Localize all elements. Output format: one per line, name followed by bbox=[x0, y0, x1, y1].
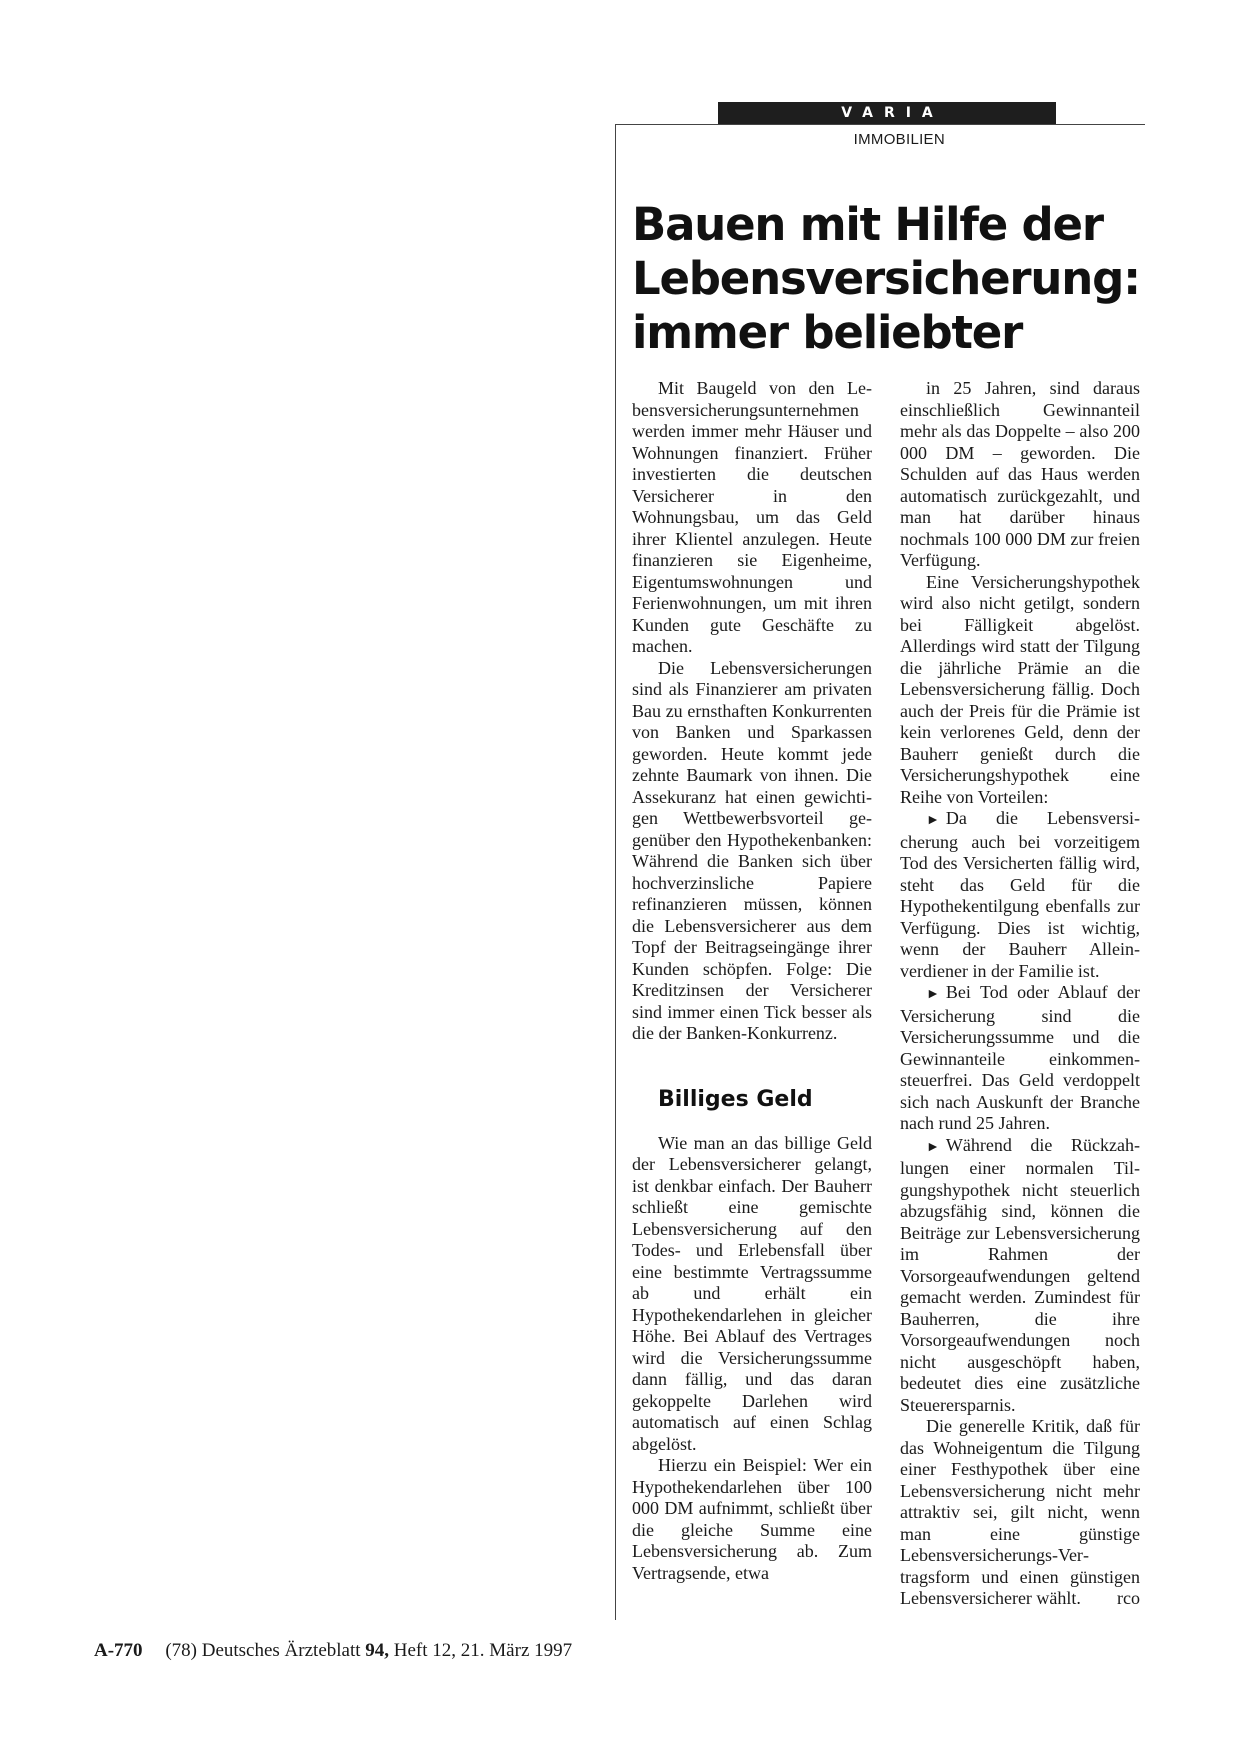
issue-prefix: (78) Deutsches Ärzteblatt bbox=[165, 1640, 361, 1661]
bullet-paragraph bbox=[900, 808, 1140, 982]
bullet-triangle-icon: ► bbox=[926, 987, 940, 1002]
section-label: VARIA bbox=[841, 105, 944, 121]
page-number: A-770 bbox=[94, 1640, 143, 1661]
section-banner bbox=[718, 102, 1056, 124]
bullet-paragraph bbox=[900, 982, 1140, 1135]
body-paragraph: Die Lebensversicherungen sind als Finanzierer am privaten Bau zu ernsthaften Konkurrenten von Banken und Sparkassen geworden. Heute kommt jede zehnte Baumark von ihnen. Die Assekuranz hat einen gewichtigen Wettbewerbsvorteil gegenüber den Hypothekenbanken: Während die Banken sich über hochverzinsliche Papiere refinanzieren müssen, können die Lebensversicherer aus dem Topf der Beitragseingänge ihrer Kunden schöpfen. Folge: Die Kreditzinsen der Versicherer sind immer einen Tick besser als die der Banken-Konkurrenz. bbox=[632, 657, 872, 1043]
bullet-triangle-icon: ► bbox=[926, 813, 940, 828]
body-paragraph: Hierzu ein Beispiel: Wer ein Hypothekendarlehen über 100 000 DM aufnimmt, schließt über die gleiche Summe eine Lebensversicherung ab. Zum Vertragsende, etwa bbox=[632, 1455, 872, 1583]
closing-text: Die generelle Kritik, daß für das Wohneigentum die Tilgung einer Festhypothek über eine Lebensversicherung nicht mehr attraktiv sei, gilt nicht, wenn man eine günstige Lebensversicherungs-Vertragsform und einen günstigen Lebensversicherer wählt. bbox=[900, 1416, 1140, 1608]
body-paragraph bbox=[900, 1416, 1140, 1610]
bullet-text: Während die Rückzahlungen einer normalen Tilgungshypothek nicht steuerlich abzugsfähig sind, können die Beiträge zur Lebensversicherung im Rahmen der Vorsorgeaufwendungen geltend gemacht werden. Zumindest für Bauherren, die ihre Vorsorgeaufwendungen noch nicht ausgeschöpft haben, bedeutet dies eine zusätzliche Steuerersparnis. bbox=[900, 1134, 1140, 1415]
bullet-text: Bei Tod oder Ablauf der Versicherung sind die Versicherungssumme und die Gewinnanteile einkommensteuerfrei. Das Geld verdoppelt sich nach Auskunft der Branche nach rund 25 Jahren. bbox=[900, 982, 1140, 1133]
body-paragraph: Eine Versicherungshypothek wird also nicht getilgt, sondern bei Fälligkeit abgelöst. Allerdings wird statt der Tilgung die jährliche Prämie an die Lebensversicherung fällig. Doch auch der Preis für die Prämie ist kein verlorenes Geld, denn der Bauherr genießt durch die Versicherungshypothek eine Reihe von Vorteilen: bbox=[900, 571, 1140, 807]
issue-suffix: Heft 12, 21. März 1997 bbox=[393, 1640, 573, 1661]
bullet-paragraph bbox=[900, 1135, 1140, 1417]
body-paragraph: Wie man an das billige Geld der Lebensversicherer gelangt, ist denkbar einfach. Der Bauherr schließt eine gemischte Lebensversicherung auf den Todes- und Erlebensfall über eine bestimmte Vertragssumme ab und erhält ein Hypothekendarlehen in gleicher Höhe. Bei Ablauf des Vertrages wird die Versicherungssumme dann fällig, und das daran gekoppelte Darlehen wird automatisch auf einen Schlag abgelöst. bbox=[632, 1132, 872, 1454]
subsection-label: IMMOBILIEN bbox=[853, 131, 945, 148]
bullet-triangle-icon: ► bbox=[926, 1139, 940, 1155]
headline-line-1: Bauen mit Hilfe der bbox=[632, 198, 1103, 251]
article-headline bbox=[632, 198, 1152, 360]
page-footer bbox=[94, 1640, 572, 1662]
header-rule bbox=[615, 124, 1145, 125]
column-rule bbox=[615, 124, 616, 1620]
volume-number: 94, bbox=[365, 1640, 390, 1661]
author-signature: rco bbox=[1117, 1588, 1140, 1608]
headline-line-2: Lebensversicherung: bbox=[632, 252, 1140, 305]
article-column-right bbox=[900, 378, 1140, 1610]
headline-line-3: immer beliebter bbox=[632, 306, 1023, 359]
body-paragraph: Mit Baugeld von den Lebensversicherungsunternehmen werden immer mehr Häuser und Wohnungen finanziert. Früher investierten die deutschen Versicherer in den Wohnungsbau, um das Geld ihrer Klientel anzulegen. Heute finanzieren sie Eigenheime, Eigentumswohnungen und Ferienwohnungen, um mit ihren Kunden gute Geschäfte zu machen. bbox=[632, 378, 872, 656]
subheading: Billiges Geld bbox=[658, 1086, 813, 1112]
bullet-text: Da die Lebensversicherung auch bei vorzeitigem Tod des Versicherten fällig wird, steht das Geld für die Hypothekentilgung ebenfalls zur Verfügung. Dies ist wichtig, wenn der Bauherr Alleinverdiener in der Familie ist. bbox=[900, 808, 1140, 981]
article-column-left bbox=[632, 378, 872, 1584]
body-paragraph: in 25 Jahren, sind daraus einschließlich Gewinnanteil mehr als das Doppelte – also 200 000 DM – geworden. Die Schulden auf das Haus werden automatisch zurückgezahlt, und man hat darüber hinaus nochmals 100 000 DM zur freien Verfügung. bbox=[900, 378, 1140, 570]
